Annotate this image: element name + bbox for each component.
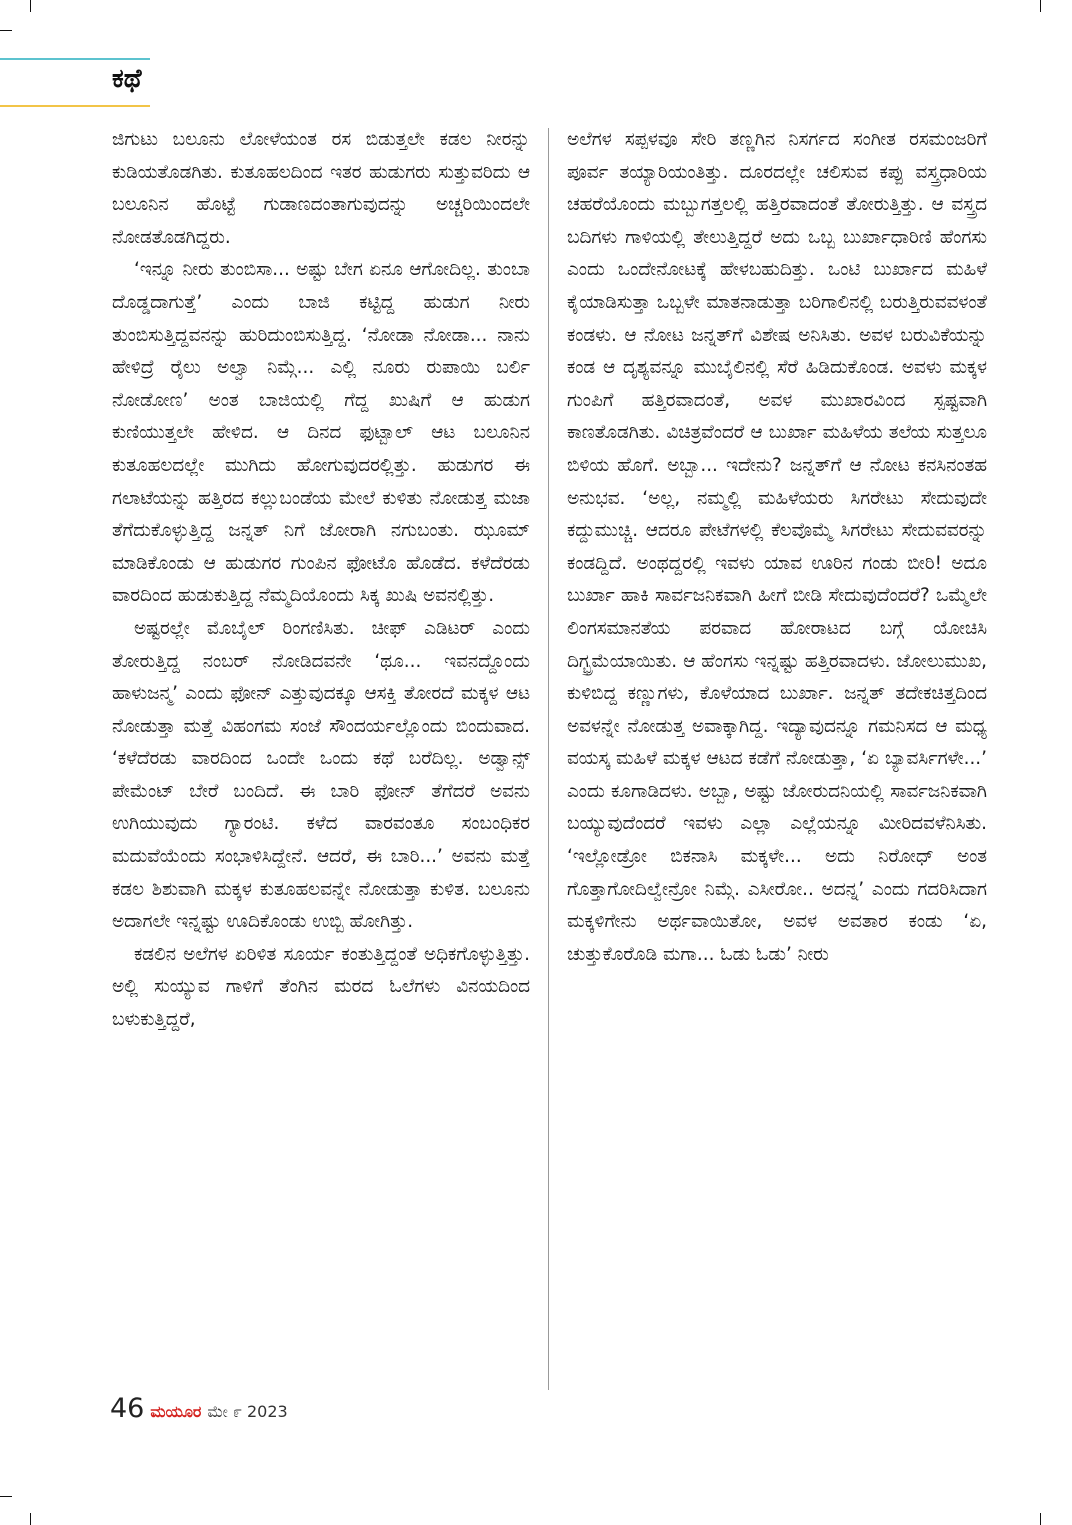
page-footer [110,1393,288,1424]
magazine-logo: ಮಯೂರ [150,1402,202,1421]
section-rule-teal [0,58,150,60]
issue-date: ಮೇ ೯ 2023 [207,1402,288,1421]
crop-mark [0,30,12,31]
crop-mark [1040,0,1041,12]
page-number: 46 [110,1393,145,1424]
crop-mark [30,0,31,12]
column-divider [548,128,549,1390]
paragraph: ಅಷ್ಟರಲ್ಲೇ ಮೊಬೈಲ್ ರಿಂಗಣಿಸಿತು. ಚೀಫ್ ಎಡಿಟರ್ ಎಂದು ತೋರುತ್ತಿದ್ದ ನಂಬರ್ ನೋಡಿದವನೇ ‘ಥೂ... ಇವನದ್ದೊಂದು ಹಾಳುಜನ್ಮ’ ಎಂದು ಫೋನ್ ಎತ್ತುವುದಕ್ಕೂ ಆಸಕ್ತಿ ತೋರದೆ ಮಕ್ಕಳ ಆಟ ನೋಡುತ್ತಾ ಮತ್ತೆ ವಿಹಂಗಮ ಸಂಜೆ ಸೌಂದರ್ಯಲ್ಲೊಂದು ಬಿಂದುವಾದ. ‘ಕಳೆದೆರಡು ವಾರದಿಂದ ಒಂದೇ ಒಂದು ಕಥೆ ಬರೆದಿಲ್ಲ. ಅಡ್ವಾನ್ಸ್ ಪೇಮೆಂಟ್ ಬೇರೆ ಬಂದಿದೆ. ಈ ಬಾರಿ ಫೋನ್ ತೆಗೆದರೆ ಅವನು ಉಗಿಯುವುದು ಗ್ಯಾರಂಟಿ. ಕಳೆದ ವಾರವಂತೂ ಸಂಬಂಧಿಕರ ಮದುವೆಯೆಂದು ಸಂಭಾಳಿಸಿದ್ದೇನೆ. ಆದರೆ, ಈ ಬಾರಿ...’ ಅವನು ಮತ್ತೆ ಕಡಲ ಶಿಶುವಾಗಿ ಮಕ್ಕಳ ಕುತೂಹಲವನ್ನೇ ನೋಡುತ್ತಾ ಕುಳಿತ. ಬಲೂನು ಅದಾಗಲೇ ಇನ್ನಷ್ಟು ಊದಿಕೊಂಡು ಉಬ್ಬಿ ಹೋಗಿತ್ತು. [112,617,530,933]
article-column-right [567,124,987,971]
section-title: ಕಥೆ [112,64,142,94]
paragraph: ಜಿಗುಟು ಬಲೂನು ಲೋಳೆಯಂತ ರಸ ಬಿಡುತ್ತಲೇ ಕಡಲ ನೀರನ್ನು ಕುಡಿಯತೊಡಗಿತು. ಕುತೂಹಲದಿಂದ ಇತರ ಹುಡುಗರು ಸುತ್ತುವರಿದು ಆ ಬಲೂನಿನ ಹೊಟ್ಟೆ ಗುಡಾಣದಂತಾಗುವುದನ್ನು ಅಚ್ಚರಿಯಿಂದಲೇ ನೋಡತೊಡಗಿದ್ದರು. [112,129,530,248]
paragraph: ಅಲೆಗಳ ಸಪ್ಪಳವೂ ಸೇರಿ ತಣ್ಣಗಿನ ನಿಸರ್ಗದ ಸಂಗೀತ ರಸಮಂಜರಿಗೆ ಪೂರ್ವ ತಯ್ಯಾರಿಯಂತಿತ್ತು. ದೂರದಲ್ಲೇ ಚಲಿಸುವ ಕಪ್ಪು ವಸ್ತ್ರಧಾರಿಯ ಚಹರೆಯೊಂದು ಮಬ್ಬುಗತ್ತಲಲ್ಲಿ ಹತ್ತಿರವಾದಂತೆ ತೋರುತ್ತಿತ್ತು. ಆ ವಸ್ತ್ರದ ಬದಿಗಳು ಗಾಳಿಯಲ್ಲಿ ತೇಲುತ್ತಿದ್ದರೆ ಅದು ಒಬ್ಬ ಬುರ್ಖಾಧಾರಿಣಿ ಹೆಂಗಸು ಎಂದು ಒಂದೇನೋಟಕ್ಕೆ ಹೇಳಬಹುದಿತ್ತು. ಒಂಟಿ ಬುರ್ಖಾದ ಮಹಿಳೆ ಕೈಯಾಡಿಸುತ್ತಾ ಒಬ್ಬಳೇ ಮಾತನಾಡುತ್ತಾ ಬರಿಗಾಲಿನಲ್ಲಿ ಬರುತ್ತಿರುವವಳಂತೆ ಕಂಡಳು. ಆ ನೋಟ ಜನ್ನತ್‌ಗೆ ವಿಶೇಷ ಅನಿಸಿತು. ಅವಳ ಬರುವಿಕೆಯನ್ನು ಕಂಡ ಆ ದೃಶ್ಯವನ್ನೂ ಮುಬೈಲಿನಲ್ಲಿ ಸೆರೆ ಹಿಡಿದುಕೊಂಡ. ಅವಳು ಮಕ್ಕಳ ಗುಂಪಿಗೆ ಹತ್ತಿರವಾದಂತೆ, ಅವಳ ಮುಖಾರವಿಂದ ಸ್ಪಷ್ಟವಾಗಿ ಕಾಣತೊಡಗಿತು. ವಿಚಿತ್ರವೆಂದರೆ ಆ ಬುರ್ಖಾ ಮಹಿಳೆಯ ತಲೆಯ ಸುತ್ತಲೂ ಬಿಳಿಯ ಹೊಗೆ. ಅಬ್ಬಾ... ಇದೇನು? ಜನ್ನತ್‌ಗೆ ಆ ನೋಟ ಕನಸಿನಂತಹ ಅನುಭವ. ‘ಅಲ್ಲ, ನಮ್ಮಲ್ಲಿ ಮಹಿಳೆಯರು ಸಿಗರೇಟು ಸೇದುವುದೇ ಕದ್ದುಮುಚ್ಚಿ. ಆದರೂ ಪೇಟೆಗಳಲ್ಲಿ ಕೆಲವೊಮ್ಮೆ ಸಿಗರೇಟು ಸೇದುವವರನ್ನು ಕಂಡದ್ದಿದೆ. ಅಂಥದ್ದರಲ್ಲಿ ಇವಳು ಯಾವ ಊರಿನ ಗಂಡು ಬೀರಿ! ಅದೂ ಬುರ್ಖಾ ಹಾಕಿ ಸಾರ್ವಜನಿಕವಾಗಿ ಹೀಗೆ ಬೀಡಿ ಸೇದುವುದೆಂದರೆ? ಒಮ್ಮೆಲೇ ಲಿಂಗಸಮಾನತೆಯ ಪರವಾದ ಹೋರಾಟದ ಬಗ್ಗೆ ಯೋಚಿಸಿ ದಿಗ್ಭ್ರಮೆಯಾಯಿತು. ಆ ಹೆಂಗಸು ಇನ್ನಷ್ಟು ಹತ್ತಿರವಾದಳು. ಜೋಲುಮುಖ, ಕುಳಿಬಿದ್ದ ಕಣ್ಣುಗಳು, ಕೊಳೆಯಾದ ಬುರ್ಖಾ. ಜನ್ನತ್ ತದೇಕಚಿತ್ತದಿಂದ ಅವಳನ್ನೇ ನೋಡುತ್ತ ಅವಾಕ್ಕಾಗಿದ್ದ. ಇದ್ಯಾವುದನ್ನೂ ಗಮನಿಸದ ಆ ಮಧ್ಯ ವಯಸ್ಕ ಮಹಿಳೆ ಮಕ್ಕಳ ಆಟದ ಕಡೆಗೆ ನೋಡುತ್ತಾ, ‘ಏ ಬ್ಯಾವರ್ಸಿಗಳೇ...’ ಎಂದು ಕೂಗಾಡಿದಳು. ಅಬ್ಬಾ, ಅಷ್ಟು ಜೋರುದನಿಯಲ್ಲಿ ಸಾರ್ವಜನಿಕವಾಗಿ ಬಯ್ಯುವುದೆಂದರೆ ಇವಳು ಎಲ್ಲಾ ಎಲ್ಲೆಯನ್ನೂ ಮೀರಿದವಳೆನಿಸಿತು. ‘ಇಲ್ಲೋಡ್ರೋ ಬಿಕನಾಸಿ ಮಕ್ಕಳೇ... ಅದು ನಿರೋಧ್ ಅಂತ ಗೊತ್ತಾಗೋದಿಲ್ವೇನ್ರೋ ನಿಮ್ಗೆ. ಎಸೀರೋ.. ಅದನ್ನ’ ಎಂದು ಗದರಿಸಿದಾಗ ಮಕ್ಕಳಿಗೇನು ಅರ್ಥವಾಯಿತೋ, ಅವಳ ಅವತಾರ ಕಂಡು ‘ಏ, ಚುತ್ತುಕೊರೊಡಿ ಮಗಾ... ಓಡು ಓಡು’ ನೀರು [567,129,987,965]
section-rule-yellow [0,105,150,107]
crop-mark [0,1496,12,1497]
article-column-left [112,124,530,1037]
crop-mark [1040,1513,1041,1525]
paragraph: ಕಡಲಿನ ಅಲೆಗಳ ಏರಿಳಿತ ಸೂರ್ಯ ಕಂತುತ್ತಿದ್ದಂತೆ ಅಧಿಕಗೊಳ್ಳುತ್ತಿತ್ತು. ಅಲ್ಲಿ ಸುಯ್ಯುವ ಗಾಳಿಗೆ ತೆಂಗಿನ ಮರದ ಓಲೆಗಳು ವಿನಯದಿಂದ ಬಳುಕುತ್ತಿದ್ದರೆ, [112,943,530,1031]
paragraph: ‘ಇನ್ನೂ ನೀರು ತುಂಬಿಸಾ... ಅಷ್ಟು ಬೇಗ ಏನೂ ಆಗೋದಿಲ್ಲ. ತುಂಬಾ ದೊಡ್ಡದಾಗುತ್ತೆ’ ಎಂದು ಬಾಜಿ ಕಟ್ಟಿದ್ದ ಹುಡುಗ ನೀರು ತುಂಬಿಸುತ್ತಿದ್ದವನನ್ನು ಹುರಿದುಂಬಿಸುತ್ತಿದ್ದ. ‘ನೋಡಾ ನೋಡಾ... ನಾನು ಹೇಳಿದ್ರೆ ರೈಲು ಅಲ್ವಾ ನಿಮ್ಗೆ... ಎಲ್ಲಿ ನೂರು ರುಪಾಯಿ ಬರ್ಲಿ ನೋಡೋಣ’ ಅಂತ ಬಾಜಿಯಲ್ಲಿ ಗೆದ್ದ ಖುಷಿಗೆ ಆ ಹುಡುಗ ಕುಣಿಯುತ್ತಲೇ ಹೇಳಿದ. ಆ ದಿನದ ಫುಟ್ಬಾಲ್ ಆಟ ಬಲೂನಿನ ಕುತೂಹಲದಲ್ಲೇ ಮುಗಿದು ಹೋಗುವುದರಲ್ಲಿತ್ತು. ಹುಡುಗರ ಈ ಗಲಾಟೆಯನ್ನು ಹತ್ತಿರದ ಕಲ್ಲುಬಂಡೆಯ ಮೇಲೆ ಕುಳಿತು ನೋಡುತ್ತ ಮಜಾ ತೆಗೆದುಕೊಳ್ಳುತ್ತಿದ್ದ ಜನ್ನತ್ ನಿಗೆ ಜೋರಾಗಿ ನಗುಬಂತು. ಝೂಮ್ ಮಾಡಿಕೊಂಡು ಆ ಹುಡುಗರ ಗುಂಪಿನ ಫೋಟೊ ಹೊಡೆದ. ಕಳೆದೆರಡು ವಾರದಿಂದ ಹುಡುಕುತ್ತಿದ್ದ ನೆಮ್ಮದಿಯೊಂದು ಸಿಕ್ಕ ಖುಷಿ ಅವನಲ್ಲಿತ್ತು. [112,259,530,607]
crop-mark [30,1513,31,1525]
